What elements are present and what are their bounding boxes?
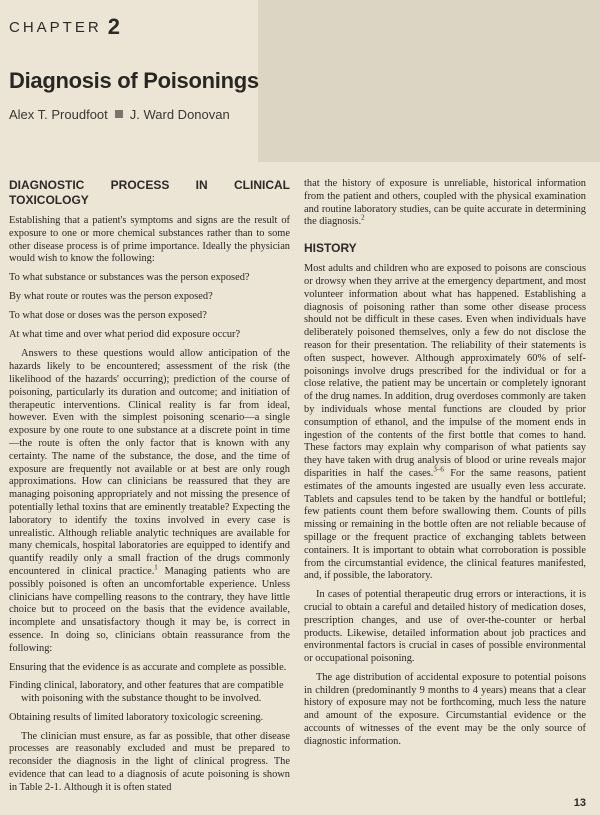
paragraph: Most adults and children who are exposed to poisons are conscious or drowsy when they arrive at the emergency department, and most volunteer information about what has happened. Establishing a diagnosis of poisoning rather than some other disease process should not be difficult in these cases. Even when individuals have deliberately poisoned themselves, only a few do not disclose the reason for their presentation. The reliability of their statements is often suspect, however. Although approximately 60% of self-poisonings involve drugs prescribed for the individual or for a close relative, the patient may be uncertain or completely ignorant of the drug names. In addition, drug overdoses commonly are taken by individuals whose mental functions are clouded by prior consumption of ethanol, and the impulse of the moment ends in ingestion of the contents of the first bottle that comes to hand. These factors may explain why comparison of what patients say they have taken with drug analysis of blood or urine reveals major disparities in half the cases.$^{3-6}$ For the same reasons, patient estimates of the amounts ingested are usually even less accurate. Tablets and capsules tend to be taken by the handful or bottleful; few patients count them before swallowing them. Counts of pills missing or remaining in the bottle often are not reliable because of spillage or the frequent practice of exchanging tablets between containers. It is important to obtain what corroboration is possible from the circumstantial evidence, the clinical features manifested, and, if possible, the laboratory.: [304, 263, 586, 582]
paragraph: The age distribution of accidental exposure to potential poisons in children (predominantly 9 months to 4 years) means that a clear history of exposure may not be forthcoming, much less the nature and amount of the exposure. Circumstantial evidence or the accounts of witnesses of the event may be the only source of diagnostic information.: [304, 671, 586, 747]
authors: [9, 107, 230, 122]
list-item: Ensuring that the evidence is as accurate and complete as possible.: [9, 661, 287, 673]
left-column: [9, 178, 290, 801]
section-heading-diagnostic-process: DIAGNOSTIC PROCESS IN CLINICAL TOXICOLOGY: [9, 178, 290, 207]
author-1: Alex T. Proudfoot: [9, 107, 108, 122]
paragraph: Answers to these questions would allow anticipation of the hazards likely to be encountered; assessment of the risk (the likelihood of the hazards' occurring); prediction of the course of poisoning, particularly its duration and outcome; and initiation of therapeutic interventions. Clinical reality is far from ideal, however. Even with the simplest poisoning scenario—a single exposure by one route to one substance at a discrete point in time—the route is often the only factor that is known with any certainty. The name of the substance, the dose, and the time of exposure are frequently not available or at best are only rough approximations. How can clinicians be reassured that they are managing poisoning appropriately and not missing the presence of potentially lethal toxins that are eminently treatable? Expecting the laboratory to identify the toxins involved in every case is unrealistic. Although reliable analytic techniques are available for many chemicals, hospital laboratories are equipped to identify and quantify readily only a small fraction of the drugs commonly encountered in clinical practice.$^1$ Managing patients who are possibly poisoned is often an uncomfortable experience. Unless clinicians have compelling reasons to the contrary, they have little choice but to proceed on the basis that the evidence available, incomplete and unsatisfactory though it may be, is correct in essence. In doing so, clinicians obtain reassurance from the following:: [9, 348, 291, 654]
citation: 1: [154, 563, 158, 572]
chapter-label: CHAPTER 2: [9, 14, 120, 39]
chapter-header: [0, 0, 600, 162]
right-column: [304, 178, 586, 755]
chapter-title: Diagnosis of Poisonings: [9, 68, 259, 93]
section-heading-history: HISTORY: [304, 241, 357, 256]
paragraph: In cases of potential therapeutic drug errors or interactions, it is crucial to obtain a careful and detailed history of medication doses, prescription changes, and use of over-the-counter or herbal products. Likewise, detailed information about job practices and environmental factors is crucial in cases of possible environmental or occupational poisoning.: [304, 589, 586, 665]
question-item: To what substance or substances was the person exposed?: [9, 272, 250, 284]
author-2: J. Ward Donovan: [129, 107, 230, 122]
list-item: Finding clinical, laboratory, and other features that are compatible with poisoning with the substance thought to be involved.: [9, 680, 284, 705]
question-item: By what route or routes was the person exposed?: [9, 290, 213, 302]
citation: 3–6: [433, 465, 444, 474]
square-bullet-icon: [115, 110, 123, 118]
citation: 2: [361, 213, 365, 222]
chapter-number: 2: [107, 14, 120, 39]
paragraph: Establishing that a patient's symptoms and signs are the result of exposure to one or more chemical substances rather than to some other disease process is of prime importance. Ideally the physician would wish to know the following:: [9, 215, 290, 265]
paragraph: The clinician must ensure, as far as possible, that other disease processes are reasonably excluded and must be prepared to reconsider the diagnosis in the light of clinical progress. The evidence that can lead to a diagnosis of acute poisoning is shown in Table 2-1. Although it is often stated: [9, 730, 290, 793]
list-item: Obtaining results of limited laboratory toxicologic screening.: [9, 711, 264, 723]
question-item: At what time and over what period did exposure occur?: [9, 328, 241, 340]
question-item: To what dose or doses was the person exposed?: [9, 309, 207, 321]
question-list: [9, 272, 290, 341]
page-number: 13: [573, 797, 586, 809]
paragraph: that the history of exposure is unreliable, historical information from the patient and others, coupled with the physical examination and routine laboratory studies, can be quite accurate in determining the diagnosis.$^2$: [304, 178, 586, 228]
